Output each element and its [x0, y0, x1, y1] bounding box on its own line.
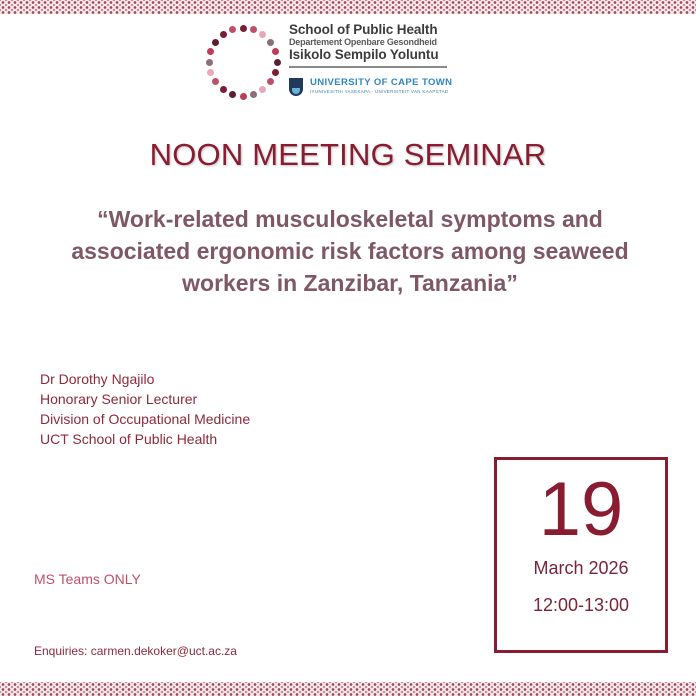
ring-dot — [229, 91, 236, 98]
event-month-year: March 2026 — [533, 558, 629, 578]
dotted-ring-icon — [205, 20, 285, 104]
university-subtitle: IYUNIVESITHI YASEKAPA · UNIVERSITEIT VAN KAAPSTAD — [310, 89, 449, 94]
event-day: 19 — [538, 467, 624, 552]
ring-dot — [272, 69, 279, 76]
enquiries-line — [34, 644, 237, 658]
logo-divider — [289, 66, 447, 68]
school-logo — [205, 20, 455, 105]
ring-dot — [220, 86, 227, 93]
ring-dot — [229, 26, 236, 33]
enquiries-email[interactable]: carmen.dekoker@uct.ac.za — [90, 644, 237, 658]
school-name-block — [289, 22, 449, 68]
uct-shield-icon — [289, 78, 303, 96]
school-name-xhosa: Isikolo Sempilo Yoluntu — [289, 47, 439, 62]
ring-dot — [240, 93, 247, 100]
school-name-afrikaans: Departement Openbare Gesondheid — [289, 37, 437, 47]
ring-dot — [272, 48, 279, 55]
speaker-division: Division of Occupational Medicine — [40, 411, 251, 427]
ring-dot — [206, 59, 213, 66]
uct-logo — [289, 76, 453, 98]
date-box — [494, 457, 668, 653]
top-dotted-border — [0, 0, 696, 14]
ring-dot — [212, 39, 219, 46]
bottom-dotted-border — [0, 682, 696, 696]
speaker-role: Honorary Senior Lecturer — [40, 391, 198, 407]
seminar-series-title: NOON MEETING SEMINAR — [149, 137, 547, 172]
ring-dot — [259, 31, 266, 38]
talk-title: “Work-related musculoskeletal symptoms and associated ergonomic risk factors among seaweed workers in Zanzibar, Tanzania” — [71, 206, 629, 296]
format-note: MS Teams ONLY — [34, 571, 141, 587]
ring-dot — [267, 78, 274, 85]
ring-dot — [240, 25, 247, 32]
ring-dot — [259, 86, 266, 93]
ring-dot — [274, 59, 281, 66]
school-name: School of Public Health — [289, 22, 438, 37]
ring-dot — [207, 69, 214, 76]
ring-dot — [207, 48, 214, 55]
speaker-institution: UCT School of Public Health — [40, 431, 218, 447]
ring-dot — [267, 39, 274, 46]
ring-dot — [220, 31, 227, 38]
enquiries-label: Enquiries: — [34, 644, 88, 658]
ring-dot — [250, 26, 257, 33]
speaker-name: Dr Dorothy Ngajilo — [40, 371, 155, 387]
ring-dot — [212, 78, 219, 85]
university-name: UNIVERSITY OF CAPE TOWN — [310, 77, 453, 88]
ring-dot — [250, 91, 257, 98]
event-time: 12:00-13:00 — [532, 595, 630, 615]
speaker-info — [40, 369, 250, 449]
